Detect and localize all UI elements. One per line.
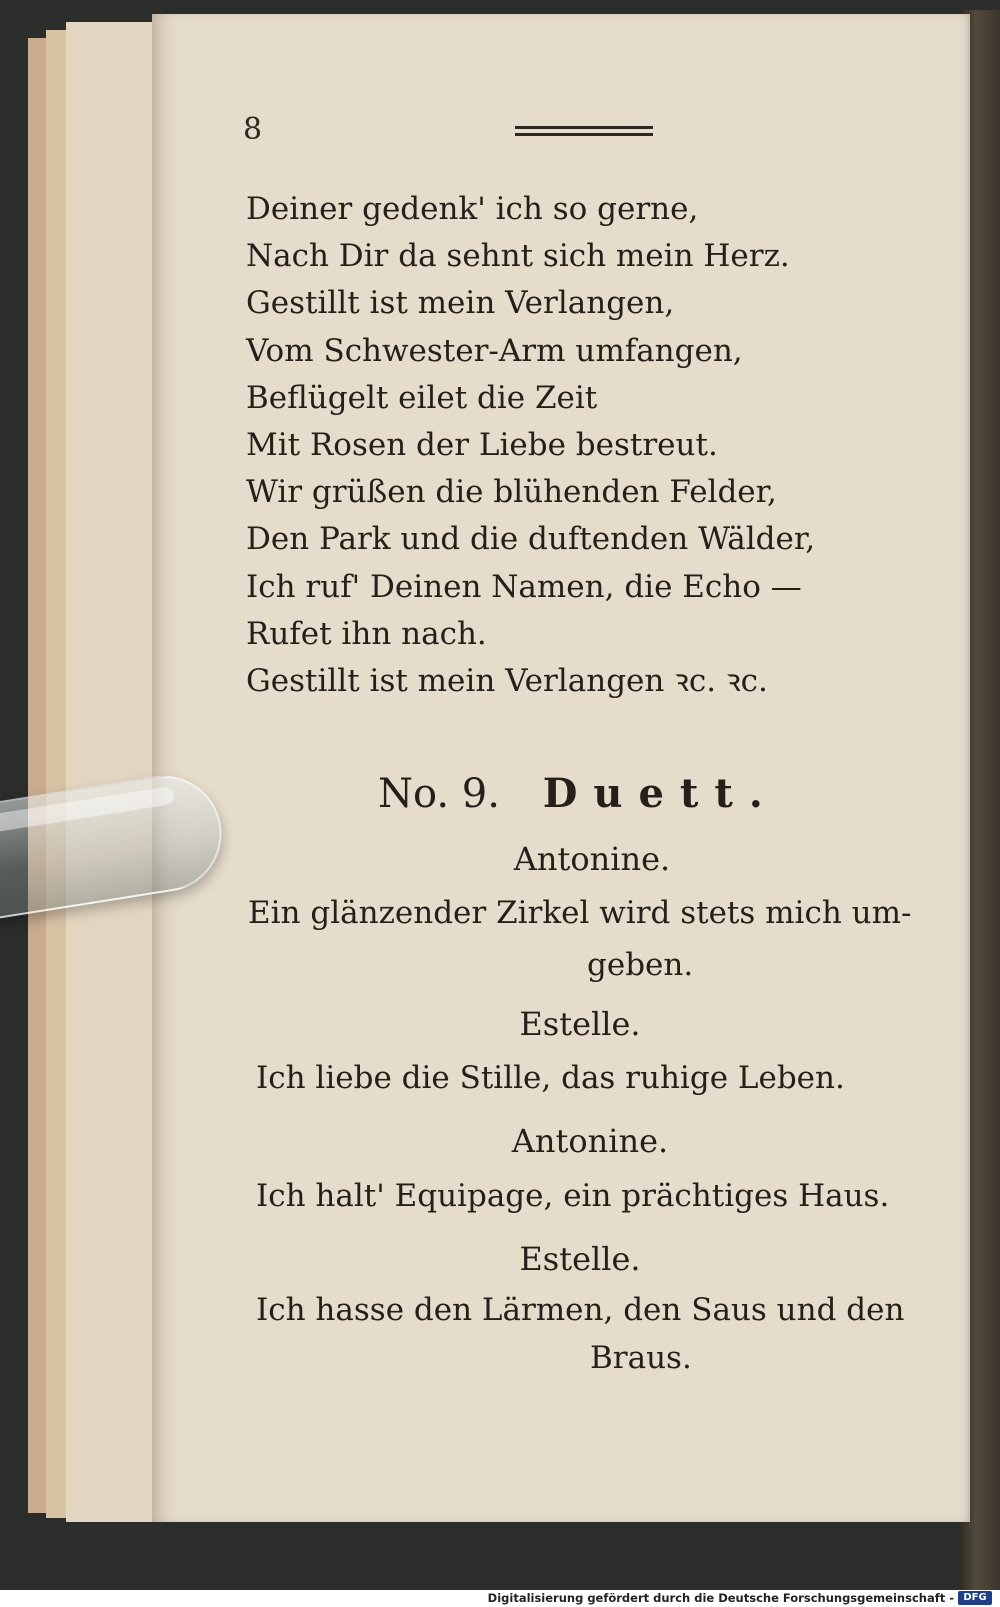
section-heading: [378, 770, 779, 817]
dialogue-line: Ich halt' Equipage, ein prächtiges Haus.: [256, 1178, 890, 1214]
poem-line: Vom Schwester-Arm umfangen,: [246, 332, 743, 369]
speaker-name: Estelle.: [519, 1240, 641, 1278]
poem-line: Rufet ihn nach.: [246, 615, 487, 652]
poem-line: Gestillt ist mein Verlangen,: [246, 285, 675, 322]
dfg-logo: DFG: [958, 1591, 992, 1605]
page-number: 8: [243, 112, 263, 147]
dialogue-line: Ein glänzender Zirkel wird stets mich um-: [248, 895, 912, 931]
poem-line: Wir grüßen die blühenden Felder,: [246, 474, 777, 511]
speaker-name: Estelle.: [519, 1005, 641, 1043]
speaker-name: Antonine.: [513, 840, 671, 878]
footer-credit: Digitalisierung gefördert durch die Deutsche Forschungsgemeinschaft -: [487, 1591, 954, 1605]
header-rule: [515, 126, 653, 136]
poem-line: Nach Dir da sehnt sich mein Herz.: [246, 238, 790, 275]
poem-line: Den Park und die duftenden Wälder,: [246, 521, 816, 558]
poem-line: Gestillt ist mein Verlangen ꝛc. ꝛc.: [246, 662, 768, 699]
dialogue-line: Braus.: [590, 1340, 692, 1376]
section-title: Duett.: [542, 770, 779, 817]
page-stack-edge: [66, 22, 156, 1522]
dialogue-line: geben.: [587, 947, 694, 983]
poem-line: Beflügelt eilet die Zeit: [246, 379, 598, 416]
dialogue-line: Ich liebe die Stille, das ruhige Leben.: [256, 1060, 845, 1096]
section-number: No. 9.: [378, 771, 500, 817]
speaker-name: Antonine.: [511, 1122, 669, 1160]
poem-line: Ich ruf' Deinen Namen, die Echo —: [246, 568, 802, 605]
poem-line: Mit Rosen der Liebe bestreut.: [246, 426, 718, 463]
poem-stanza: [246, 186, 815, 705]
poem-line: Deiner gedenk' ich so gerne,: [246, 191, 699, 227]
dialogue-line: Ich hasse den Lärmen, den Saus und den: [256, 1292, 905, 1328]
